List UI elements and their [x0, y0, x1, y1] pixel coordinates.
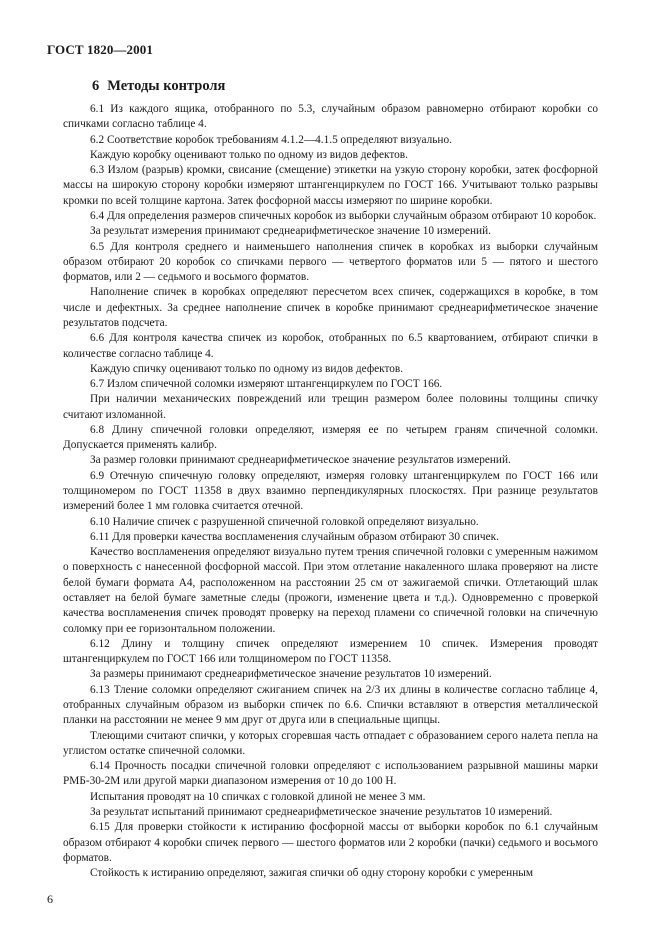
- paragraph: 6.8 Длину спичечной головки определяют, измеряя ее по четырем граням спичечной соломки. Допускается применять калибр.: [63, 423, 598, 452]
- paragraph: 6.9 Отечную спичечную головку определяют, измеряя головку штангенциркулем по ГОСТ 166 или толщиномером по ГОСТ 11358 в двух взаимно перпендикулярных плоскостях. При разнице результатов измерений более 1 мм головка считается отечной.: [63, 469, 598, 513]
- paragraph: 6.5 Для контроля среднего и наименьшего наполнения спичек в коробках из выборки случайным образом отбирают 20 коробок со спичками первого — четвертого форматов или 5 — пятого и шестого форматов, или 2 — седьмого и восьмого форматов.: [63, 240, 598, 284]
- paragraph: Каждую коробку оценивают только по одному из видов дефектов.: [90, 148, 408, 161]
- section-number: 6: [92, 78, 100, 94]
- paragraph: 6.12 Длину и толщину спичек определяют измерением 10 спичек. Измерения проводят штангенциркулем по ГОСТ 166 или толщиномером по ГОСТ 11358.: [63, 637, 598, 666]
- paragraph: Качество воспламенения определяют визуально путем трения спичечной головки с умеренным нажимом о поверхность с нанесенной фосфорной массой. При этом отлетание накаленного шлака проверяют на листе белой бумаги формата А4, расположенном на расстоянии 25 см от зажигаемой спички. Отлетающий шлак оставляет на белой бумаге заметные следы (прожоги, изменение цвета и т.д.). Одновременно с проверкой качества воспламенения спичек проводят проверку на переход пламени со спичечной головки на спичечную соломку при ее горизонтальном положении.: [63, 546, 598, 635]
- page-number: 6: [47, 892, 53, 906]
- paragraph: Каждую спичку оценивают только по одному из видов дефектов.: [90, 362, 404, 375]
- paragraph: 6.2 Соответствие коробок требованиям 4.1.2—4.1.5 определяют визуально.: [90, 133, 452, 146]
- document-code-header: ГОСТ 1820—2001: [47, 42, 153, 57]
- section-heading: [92, 78, 225, 95]
- paragraph: Стойкость к истиранию определяют, зажигая спички об одну сторону коробки с умеренным: [90, 867, 534, 880]
- paragraph: 6.6 Для контроля качества спичек из коробок, отобранных по 6.5 квартованием, отбирают спички в количестве согласно таблице 4.: [63, 332, 598, 360]
- paragraph: 6.3 Излом (разрыв) кромки, свисание (смещение) этикетки на узкую сторону коробки, затек фосфорной массы на широкую сторону коробки измеряют штангенциркулем по ГОСТ 166. Учитывают только разрывы кромки по всей толщине картона. Затек фосфорной массы измеряют по ширине коробки.: [63, 164, 598, 207]
- document-body: [63, 102, 598, 881]
- paragraph: Тлеющими считают спички, у которых сгоревшая часть отпадает с образованием серого налета пепла на углистом остатке спичечной соломки.: [63, 729, 598, 757]
- paragraph: За размер головки принимают среднеарифметическое значение результатов измерений.: [90, 454, 511, 467]
- paragraph: 6.4 Для определения размеров спичечных коробок из выборки случайным образом отбирают 10 коробок.: [90, 209, 597, 222]
- paragraph: 6.13 Тление соломки определяют сжиганием спичек на 2/3 их длины в количестве согласно таблице 4, отобранных случайным образом из выборки спичек по 6.6. Спички вставляют в отверстия металлической планки на расстоянии не менее 9 мм друг от друга или в специальные щипцы.: [63, 683, 598, 727]
- paragraph: За результат измерения принимают среднеарифметическое значение 10 измерений.: [90, 225, 491, 238]
- paragraph: 6.1 Из каждого ящика, отобранного по 5.3, случайным образом равномерно отбирают коробки со спичками согласно таблице 4.: [63, 103, 598, 131]
- paragraph: 6.11 Для проверки качества воспламенения случайным образом отбирают 30 спичек.: [90, 530, 499, 543]
- paragraph: За размеры принимают среднеарифметическое значение результатов 10 измерений.: [90, 668, 492, 681]
- paragraph: 6.10 Наличие спичек с разрушенной спичечной головкой определяют визуально.: [90, 515, 479, 528]
- paragraph: Испытания проводят на 10 спичках с головкой длиной не менее 3 мм.: [90, 790, 426, 803]
- paragraph: За результат испытаний принимают среднеарифметическое значение результатов 10 измерений.: [90, 805, 553, 818]
- paragraph: 6.14 Прочность посадки спичечной головки определяют с использованием разрывной машины марки РМБ-30-2М или другой марки диапазоном измерения от 10 до 100 Н.: [63, 760, 598, 788]
- section-title-text: Методы контроля: [107, 78, 226, 94]
- paragraph: При наличии механических повреждений или трещин размером более половины толщины спичку считают изломанной.: [63, 393, 598, 421]
- paragraph: 6.15 Для проверки стойкости к истиранию фосфорной массы от выборки коробок по 6.1 случайным образом отбирают 4 коробки спичек первого — шестого форматов или 2 коробки (пачки) седьмого и восьмого форматов.: [63, 821, 598, 864]
- paragraph: Наполнение спичек в коробках определяют пересчетом всех спичек, содержащихся в коробке, в том числе и дефектных. За среднее наполнение спичек в коробке принимают среднеарифметическое значение результатов подсчета.: [63, 286, 598, 329]
- paragraph: 6.7 Излом спичечной соломки измеряют штангенциркулем по ГОСТ 166.: [90, 378, 443, 391]
